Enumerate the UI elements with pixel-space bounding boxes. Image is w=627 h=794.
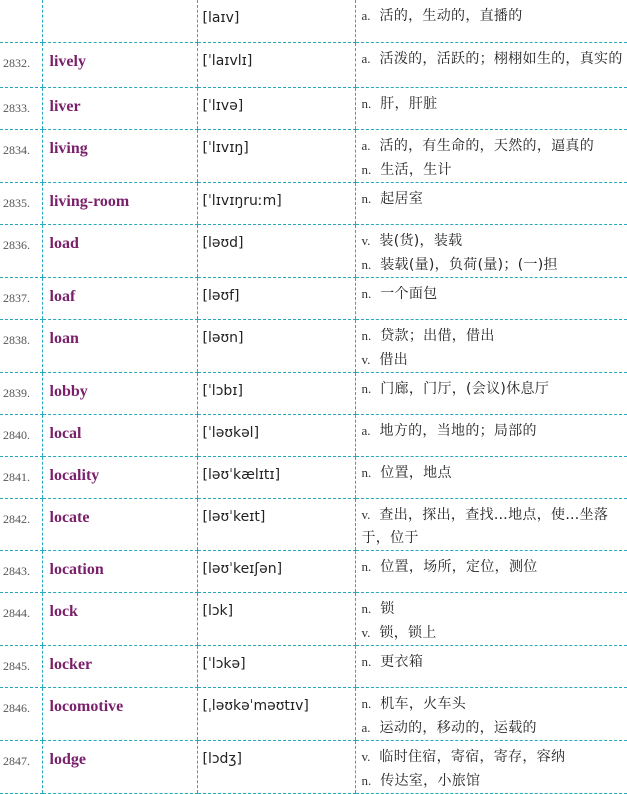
meaning-text: 运动的，移动的，运载的 — [379, 719, 537, 736]
definition-sense — [362, 253, 624, 277]
definition-sense — [362, 692, 624, 716]
definition-sense — [362, 621, 624, 645]
part-of-speech: a. — [361, 422, 371, 438]
table-row — [0, 592, 627, 645]
definition-sense — [362, 597, 624, 621]
definition-cell — [355, 687, 627, 740]
definition-sense — [362, 158, 624, 182]
entry-number: 2836. — [0, 224, 42, 277]
definition-cell — [355, 645, 627, 687]
definition-cell — [355, 224, 627, 277]
meaning-text: 查出，探出，查找…地点，使…坐落于，位于 — [361, 506, 609, 546]
entry-number: 2832. — [0, 42, 42, 87]
pronunciation: [ˈləʊkəl] — [197, 414, 355, 456]
pronunciation: [ləʊˈkælɪtɪ] — [197, 456, 355, 498]
part-of-speech: n. — [361, 190, 372, 206]
definition-sense — [362, 769, 624, 793]
meaning-text: 临时住宿，寄宿，寄存，容纳 — [379, 748, 566, 765]
meaning-text: 装载(量)，负荷(量)；(一)担 — [380, 256, 558, 273]
part-of-speech: n. — [361, 695, 372, 711]
meaning-text: 位置，地点 — [380, 464, 452, 481]
pronunciation: [ləʊˈkeɪʃən] — [197, 550, 355, 592]
part-of-speech: n. — [361, 558, 372, 574]
table-row — [0, 87, 627, 129]
part-of-speech: a. — [361, 137, 371, 153]
entry-number — [0, 0, 42, 42]
definition-cell — [355, 498, 627, 550]
part-of-speech: v. — [361, 232, 371, 248]
table-row — [0, 224, 627, 277]
definition-sense — [362, 229, 624, 253]
entry-number: 2844. — [0, 592, 42, 645]
part-of-speech: n. — [361, 600, 372, 616]
headword: living-room — [42, 182, 197, 224]
part-of-speech: v. — [361, 351, 371, 367]
pronunciation: [ləʊˈkeɪt] — [197, 498, 355, 550]
entry-number: 2847. — [0, 740, 42, 793]
part-of-speech: n. — [361, 772, 372, 788]
table-row — [0, 414, 627, 456]
part-of-speech: n. — [361, 256, 372, 272]
headword: locker — [42, 645, 197, 687]
entry-number: 2835. — [0, 182, 42, 224]
definition-cell — [355, 0, 627, 42]
definition-sense — [362, 348, 624, 372]
meaning-text: 锁 — [380, 600, 395, 617]
headword: lobby — [42, 372, 197, 414]
definition-cell — [355, 182, 627, 224]
meaning-text: 门廊，门厅，(会议)休息厅 — [380, 380, 550, 397]
headword: local — [42, 414, 197, 456]
entry-number: 2845. — [0, 645, 42, 687]
definition-cell — [355, 740, 627, 793]
meaning-text: 活的，有生命的，天然的，逼真的 — [379, 137, 595, 154]
entry-number: 2839. — [0, 372, 42, 414]
meaning-text: 地方的，当地的；局部的 — [379, 422, 537, 439]
entry-number: 2840. — [0, 414, 42, 456]
meaning-text: 肝，肝脏 — [380, 95, 438, 112]
table-row — [0, 498, 627, 550]
pronunciation: [ˈlɪvə] — [197, 87, 355, 129]
part-of-speech: v. — [361, 506, 371, 522]
pronunciation: [lɔdʒ] — [197, 740, 355, 793]
definition-cell — [355, 592, 627, 645]
definition-cell — [355, 42, 627, 87]
table-row — [0, 277, 627, 319]
entry-number: 2843. — [0, 550, 42, 592]
part-of-speech: n. — [361, 285, 372, 301]
meaning-text: 位置，场所，定位，测位 — [380, 558, 538, 575]
definition-sense — [362, 650, 624, 674]
definition-sense — [362, 377, 624, 401]
pronunciation: [ˈlɔkə] — [197, 645, 355, 687]
part-of-speech: v. — [361, 624, 371, 640]
table-row — [0, 42, 627, 87]
definition-sense — [362, 745, 624, 769]
entry-number: 2841. — [0, 456, 42, 498]
table-row — [0, 372, 627, 414]
pronunciation: [ˈlɔbɪ] — [197, 372, 355, 414]
pronunciation: [ləʊf] — [197, 277, 355, 319]
part-of-speech: n. — [361, 653, 372, 669]
headword: loaf — [42, 277, 197, 319]
table-row — [0, 687, 627, 740]
headword: location — [42, 550, 197, 592]
headword — [42, 0, 197, 42]
headword: lively — [42, 42, 197, 87]
headword: locomotive — [42, 687, 197, 740]
headword: living — [42, 129, 197, 182]
headword: loan — [42, 319, 197, 372]
part-of-speech: a. — [361, 50, 371, 66]
table-row — [0, 645, 627, 687]
definition-cell — [355, 550, 627, 592]
meaning-text: 贷款；出借，借出 — [380, 327, 495, 344]
pronunciation: [ˈlɪvɪŋruːm] — [197, 182, 355, 224]
table-row — [0, 182, 627, 224]
definition-sense — [362, 187, 624, 211]
table-row — [0, 129, 627, 182]
entry-number: 2842. — [0, 498, 42, 550]
part-of-speech: n. — [361, 161, 372, 177]
part-of-speech: n. — [361, 327, 372, 343]
meaning-text: 起居室 — [380, 190, 424, 207]
part-of-speech: a. — [361, 719, 371, 735]
definition-cell — [355, 87, 627, 129]
entry-number: 2837. — [0, 277, 42, 319]
definition-sense — [362, 503, 624, 550]
meaning-text: 锁，锁上 — [379, 624, 437, 641]
meaning-text: 传达室，小旅馆 — [380, 772, 481, 789]
entry-number: 2834. — [0, 129, 42, 182]
table-row — [0, 0, 627, 42]
table-row — [0, 319, 627, 372]
meaning-text: 机车，火车头 — [380, 695, 467, 712]
part-of-speech: v. — [361, 748, 371, 764]
meaning-text: 活的，生动的，直播的 — [379, 8, 523, 24]
part-of-speech: n. — [361, 464, 372, 480]
meaning-text: 借出 — [379, 351, 409, 368]
definition-cell — [355, 319, 627, 372]
pronunciation: [ˈlɪvɪŋ] — [197, 129, 355, 182]
headword: liver — [42, 87, 197, 129]
entry-number: 2846. — [0, 687, 42, 740]
pronunciation: [laɪv] — [197, 0, 355, 42]
pronunciation: [lɔk] — [197, 592, 355, 645]
definition-sense — [362, 47, 624, 71]
headword: locate — [42, 498, 197, 550]
headword: locality — [42, 456, 197, 498]
definition-cell — [355, 372, 627, 414]
entry-number: 2838. — [0, 319, 42, 372]
meaning-text: 更衣箱 — [380, 653, 424, 670]
definition-sense — [362, 324, 624, 348]
meaning-text: 生活，生计 — [380, 161, 452, 178]
headword: lock — [42, 592, 197, 645]
definition-sense — [362, 134, 624, 158]
definition-cell — [355, 456, 627, 498]
pronunciation: [ləʊd] — [197, 224, 355, 277]
definition-sense — [362, 4, 624, 28]
headword: load — [42, 224, 197, 277]
meaning-text: 装(货)，装载 — [379, 232, 463, 249]
pronunciation: [ˈlaɪvlɪ] — [197, 42, 355, 87]
definition-sense — [362, 419, 624, 443]
pronunciation: [ləʊn] — [197, 319, 355, 372]
definition-sense — [362, 92, 624, 116]
definition-cell — [355, 414, 627, 456]
definition-cell — [355, 129, 627, 182]
table-row — [0, 740, 627, 793]
part-of-speech: n. — [361, 95, 372, 111]
definition-sense — [362, 555, 624, 579]
definition-cell — [355, 277, 627, 319]
pronunciation: [ˌləʊkəˈməʊtɪv] — [197, 687, 355, 740]
table-row — [0, 550, 627, 592]
part-of-speech: a. — [361, 8, 371, 23]
definition-sense — [362, 461, 624, 485]
headword: lodge — [42, 740, 197, 793]
part-of-speech: n. — [361, 380, 372, 396]
definition-sense — [362, 716, 624, 740]
entry-number: 2833. — [0, 87, 42, 129]
definition-sense — [362, 282, 624, 306]
meaning-text: 活泼的，活跃的；栩栩如生的，真实的 — [379, 50, 623, 67]
meaning-text: 一个面包 — [380, 285, 438, 302]
table-row — [0, 456, 627, 498]
